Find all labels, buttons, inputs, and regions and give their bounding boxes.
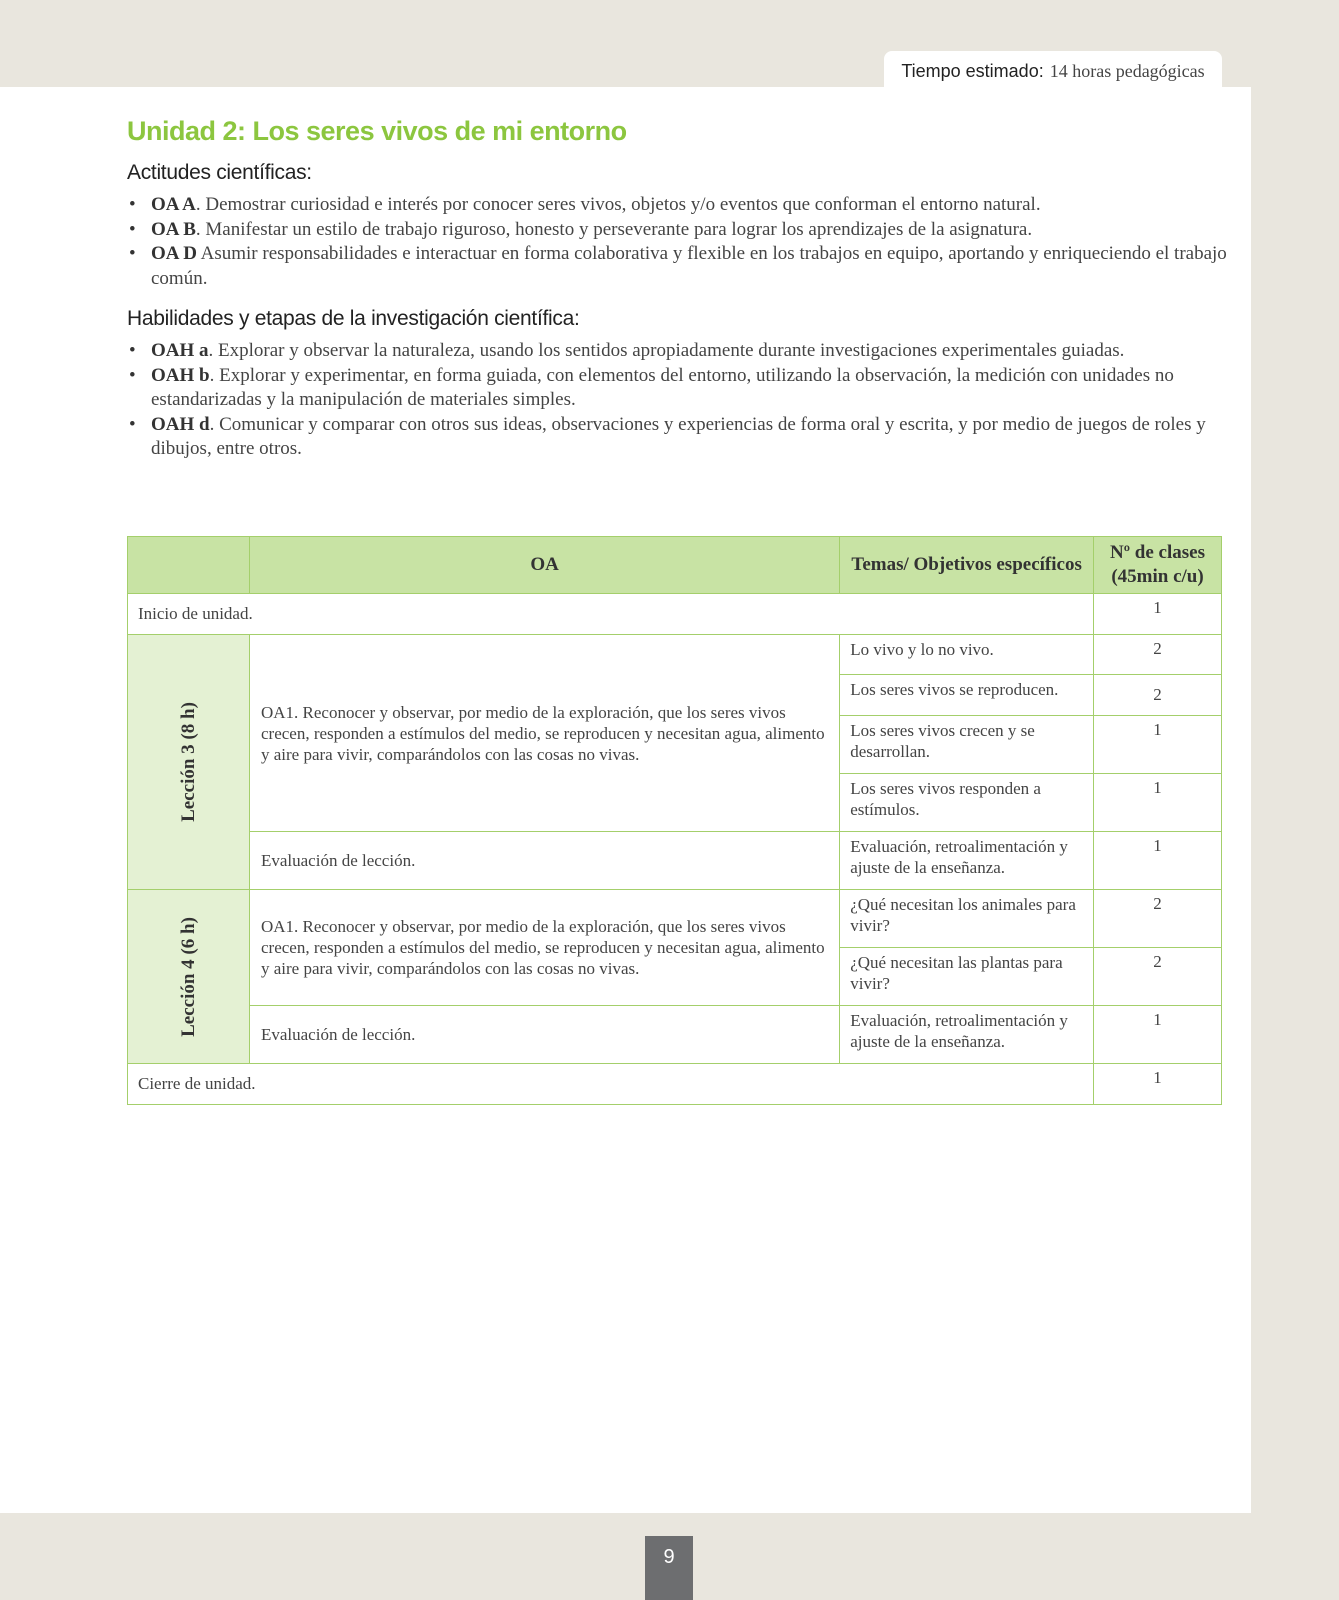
cierre-count: 1 bbox=[1094, 1064, 1222, 1105]
habilidades-list bbox=[127, 339, 1227, 462]
inicio-label: Inicio de unidad. bbox=[128, 594, 1094, 635]
count-cell: 1 bbox=[1094, 1006, 1222, 1064]
count-cell: 1 bbox=[1094, 774, 1222, 832]
lesson-3-eval: Evaluación de lección. bbox=[249, 832, 839, 890]
objective-code: OA B bbox=[151, 218, 196, 240]
header-temas: Temas/ Objetivos específicos bbox=[840, 537, 1094, 594]
table-row bbox=[128, 890, 1222, 948]
count-cell: 1 bbox=[1094, 832, 1222, 890]
table-header-row bbox=[128, 537, 1222, 594]
list-item bbox=[127, 218, 1227, 243]
objective-code: OA D bbox=[151, 243, 197, 264]
tema-cell: Evaluación, retroalimentación y ajuste de la enseñanza. bbox=[840, 832, 1094, 890]
tema-cell: Los seres vivos responden a estímulos. bbox=[840, 774, 1094, 832]
cierre-label: Cierre de unidad. bbox=[128, 1064, 1094, 1105]
objective-text: . Manifestar un estilo de trabajo riguroso, honesto y perseverante para lograr los aprendizajes de la asignatura. bbox=[195, 218, 1033, 240]
lesson-4-cell bbox=[128, 890, 250, 1064]
objective-text: . Explorar y experimentar, en forma guiada, con elementos del entorno, utilizando la observación, la medición con unidades no estandarizadas y la manipulación de materiales simples. bbox=[151, 364, 1174, 410]
time-estimate-tab bbox=[884, 51, 1222, 91]
lesson-3-oa: OA1. Reconocer y observar, por medio de la exploración, que los seres vivos crecen, responden a estímulos del medio, se reproducen y necesitan agua, alimento y aire para vivir, comparándolos con las cosas no vivas. bbox=[249, 635, 839, 832]
count-cell: 2 bbox=[1094, 675, 1222, 716]
objective-text: Asumir responsabilidades e interactuar en forma colaborativa y flexible en los trabajos en equipo, aportando y enriqueciendo el trabajo común. bbox=[151, 243, 1227, 289]
lesson-3-label: Lección 3 (8 h) bbox=[177, 702, 199, 822]
table-row-cierre bbox=[128, 1064, 1222, 1105]
tema-cell: Lo vivo y lo no vivo. bbox=[840, 635, 1094, 675]
count-cell: 1 bbox=[1094, 716, 1222, 774]
tema-cell: ¿Qué necesitan los animales para vivir? bbox=[840, 890, 1094, 948]
tema-cell: Los seres vivos crecen y se desarrollan. bbox=[840, 716, 1094, 774]
time-estimate-value: 14 horas pedagógicas bbox=[1049, 60, 1205, 81]
objective-text: . Explorar y observar la naturaleza, usando los sentidos apropiadamente durante investigaciones experimentales guiadas. bbox=[208, 340, 1125, 361]
list-item bbox=[127, 193, 1227, 218]
planning-table bbox=[127, 536, 1222, 1105]
header-blank bbox=[128, 537, 250, 594]
count-cell: 2 bbox=[1094, 635, 1222, 675]
table-row bbox=[128, 832, 1222, 890]
table-row bbox=[128, 1006, 1222, 1064]
table-row bbox=[128, 635, 1222, 675]
lesson-4-oa: OA1. Reconocer y observar, por medio de la exploración, que los seres vivos crecen, responden a estímulos del medio, se reproducen y necesitan agua, alimento y aire para vivir, comparándolos con las cosas no vivas. bbox=[249, 890, 839, 1006]
header-clases: Nº de clases (45min c/u) bbox=[1094, 537, 1222, 594]
actitudes-list bbox=[127, 193, 1227, 291]
table-row-inicio bbox=[128, 594, 1222, 635]
objective-code: OAH a bbox=[151, 340, 209, 361]
objective-code: OA A bbox=[151, 194, 196, 215]
tema-cell: Evaluación, retroalimentación y ajuste de la enseñanza. bbox=[840, 1006, 1094, 1064]
list-item bbox=[127, 364, 1227, 413]
lesson-4-label: Lección 4 (6 h) bbox=[177, 916, 199, 1037]
list-item bbox=[127, 413, 1227, 462]
actitudes-heading: Actitudes científicas: bbox=[127, 161, 312, 184]
list-item bbox=[127, 339, 1227, 364]
lesson-4-eval: Evaluación de lección. bbox=[249, 1006, 839, 1064]
objective-code: OAH b bbox=[151, 364, 210, 386]
count-cell: 2 bbox=[1094, 890, 1222, 948]
objective-text: . Comunicar y comparar con otros sus ideas, observaciones y experiencias de forma oral y escrita, y por medio de juegos de roles y dibujos, entre otros. bbox=[151, 413, 1206, 459]
tema-cell: Los seres vivos se reproducen. bbox=[840, 675, 1094, 716]
tema-cell: ¿Qué necesitan las plantas para vivir? bbox=[840, 948, 1094, 1006]
page-number: 9 bbox=[645, 1536, 693, 1600]
inicio-count: 1 bbox=[1094, 594, 1222, 635]
lesson-3-cell bbox=[128, 635, 250, 890]
header-oa: OA bbox=[249, 537, 839, 594]
objective-text: . Demostrar curiosidad e interés por conocer seres vivos, objetos y/o eventos que conforman el entorno natural. bbox=[195, 194, 1041, 215]
count-cell: 2 bbox=[1094, 948, 1222, 1006]
unit-intro bbox=[127, 116, 1227, 462]
unit-title: Unidad 2: Los seres vivos de mi entorno bbox=[127, 116, 627, 146]
objective-code: OAH d bbox=[151, 413, 210, 435]
habilidades-heading: Habilidades y etapas de la investigación científica: bbox=[127, 307, 580, 330]
list-item bbox=[127, 242, 1227, 291]
time-estimate-label: Tiempo estimado: bbox=[901, 60, 1044, 81]
